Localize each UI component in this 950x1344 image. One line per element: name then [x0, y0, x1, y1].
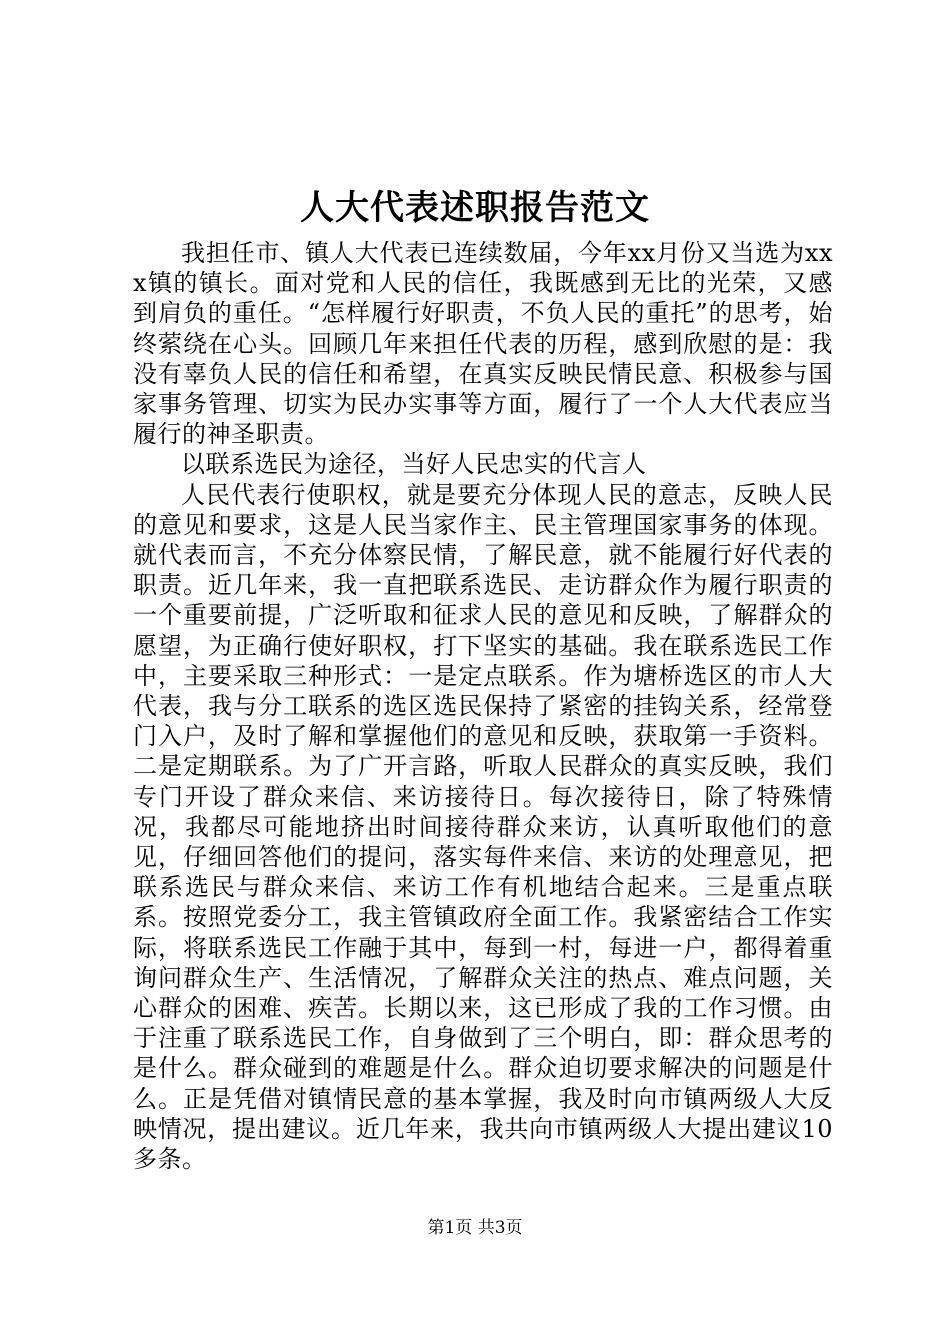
- paragraph-heading: 以联系选民为途径，当好人民忠实的代言人: [181, 450, 647, 479]
- paragraph-intro: 我担任市、镇人大代表已连续数届，今年xx月份又当选为xxx镇的镇长。面对党和人民的信任，我既感到无比的光荣，又感到肩负的重任。“怎样履行好职责，不负人民的重托”的思考，始终萦绕在心头。回顾几年来担任代表的历程，感到欣慰的是：我没有辜负人民的信任和希望，在真实反映民情民意、积极参与国家事务管理、切实为民办实事等方面，履行了一个人大代表应当履行的神圣职责。: [133, 239, 833, 449]
- document-body: [133, 238, 833, 1174]
- page-footer: 第1页 共3页: [427, 1218, 523, 1238]
- paragraph-main: 人民代表行使职权，就是要充分体现人民的意志，反映人民的意见和要求，这是人民当家作主、民主管理国家事务的体现。就代表而言，不充分体察民情，了解民意，就不能履行好代表的职责。近几年来，我一直把联系选民、走访群众作为履行职责的一个重要前提，广泛听取和征求人民的意见和反映，了解群众的愿望，为正确行使好职权，打下坚实的基础。我在联系选民工作中，主要采取三种形式：一是定点联系。作为塘桥选区的市人大代表，我与分工联系的选区选民保持了紧密的挂钩关系，经常登门入户，及时了解和掌握他们的意见和反映，获取第一手资料。二是定期联系。为了广开言路，听取人民群众的真实反映，我们专门开设了群众来信、来访接待日。每次接待日，除了特殊情况，我都尽可能地挤出时间接待群众来访，认真听取他们的意见，仔细回答他们的提问，落实每件来信、来访的处理意见，把联系选民与群众来信、来访工作有机地结合起来。三是重点联系。按照党委分工，我主管镇政府全面工作。我紧密结合工作实际，将联系选民工作融于其中，每到一村，每进一户，都得着重询问群众生产、生活情况，了解群众关注的热点、难点问题，关心群众的困难、疾苦。长期以来，这已形成了我的工作习惯。由于注重了联系选民工作，自身做到了三个明白，即：群众思考的是什么。群众碰到的难题是什么。群众迫切要求解决的问题是什么。正是凭借对镇情民意的基本掌握，我及时向市镇两级人大反映情况，提出建议。近几年来，我共向市镇两级人大提出建议10多条。: [133, 480, 833, 1174]
- document-title: 人大代表述职报告范文: [300, 188, 650, 228]
